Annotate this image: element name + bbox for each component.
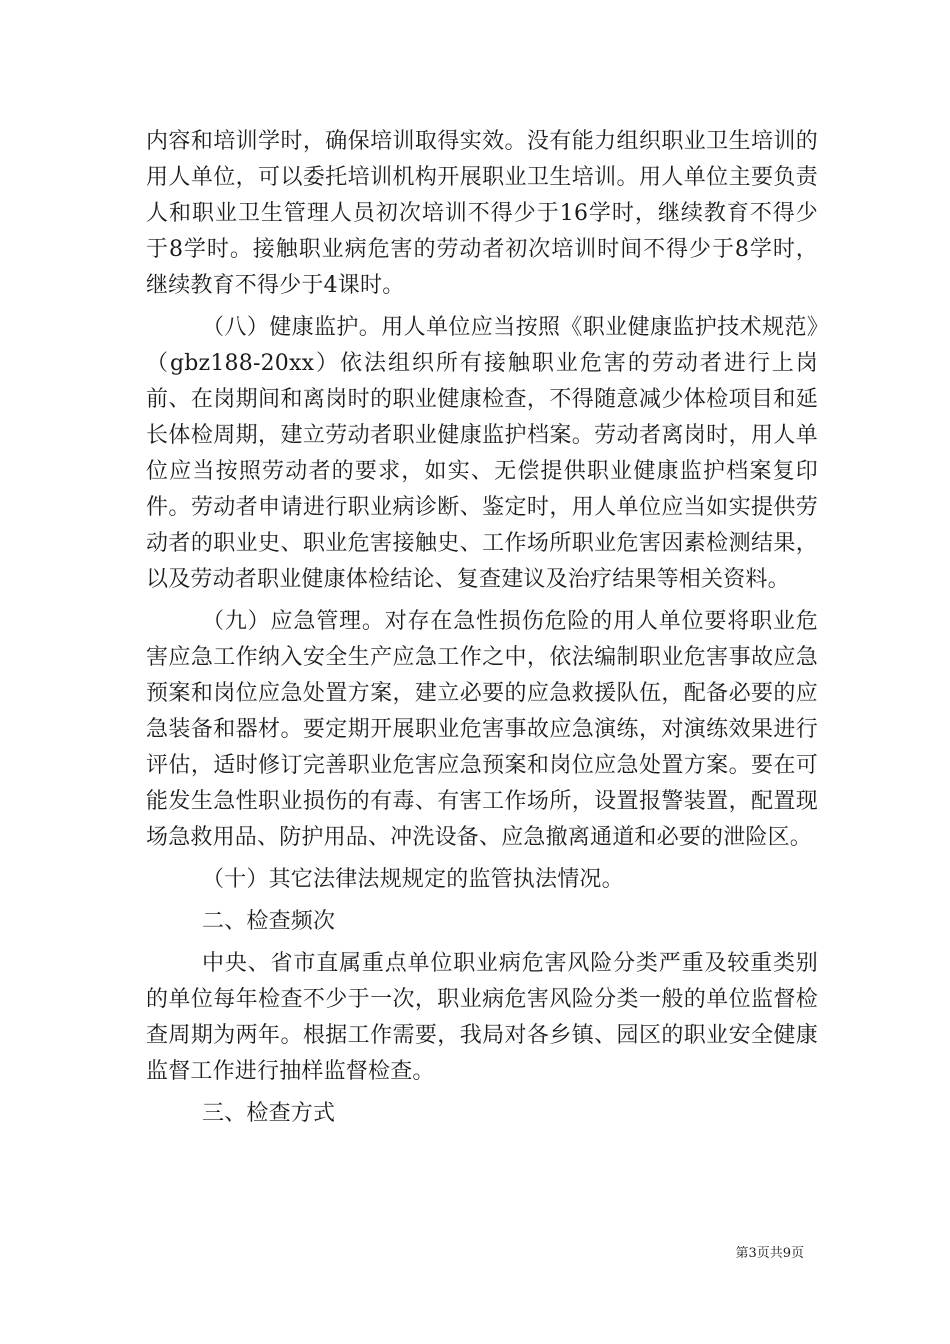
paragraph-inspection-frequency: 中央、省市直属重点单位职业病危害风险分类严重及较重类别的单位每年检查不少于一次，职业病危害风险分类一般的单位监督检查周期为两年。根据工作需要，我局对各乡镇、园区的职业安全健康监督工作进行抽样监督检查。 (146, 951, 818, 1084)
section-heading-inspection-frequency: 二、检查频次 (202, 909, 336, 934)
page-number-footer: 第3页共9页 (735, 1246, 804, 1261)
paragraph-emergency-management: （九）应急管理。对存在急性损伤危险的用人单位要将职业危害应急工作纳入安全生产应急工作之中，依法编制职业危害事故应急预案和岗位应急处置方案，建立必要的应急救援队伍，配备必要的应急装备和器材。要定期开展职业危害事故应急演练，对演练效果进行评估，适时修订完善职业危害应急预案和岗位应急处置方案。要在可能发生急性职业损伤的有毒、有害工作场所，设置报警装置，配置现场急救用品、防护用品、冲洗设备、应急撤离通道和必要的泄险区。 (146, 609, 818, 850)
paragraph-other-laws: （十）其它法律法规规定的监管执法情况。 (202, 867, 624, 892)
document-body (146, 124, 818, 1138)
section-heading-inspection-method: 三、检查方式 (202, 1101, 336, 1126)
paragraph-health-monitoring: （八）健康监护。用人单位应当按照《职业健康监护技术规范》（gbz188-20xx）依法组织所有接触职业危害的劳动者进行上岗前、在岗期间和离岗时的职业健康检查，不得随意减少体检项目和延长体检周期，建立劳动者职业健康监护档案。劳动者离岗时，用人单位应当按照劳动者的要求，如实、无偿提供职业健康监护档案复印件。劳动者申请进行职业病诊断、鉴定时，用人单位应当如实提供劳动者的职业史、职业危害接触史、工作场所职业危害因素检测结果，以及劳动者职业健康体检结论、复查建议及治疗结果等相关资料。 (146, 315, 818, 592)
paragraph-training-continued: 内容和培训学时，确保培训取得实效。没有能力组织职业卫生培训的用人单位，可以委托培训机构开展职业卫生培训。用人单位主要负责人和职业卫生管理人员初次培训不得少于16学时，继续教育不得少于8学时。接触职业病危害的劳动者初次培训时间不得少于8学时，继续教育不得少于4课时。 (146, 129, 818, 298)
